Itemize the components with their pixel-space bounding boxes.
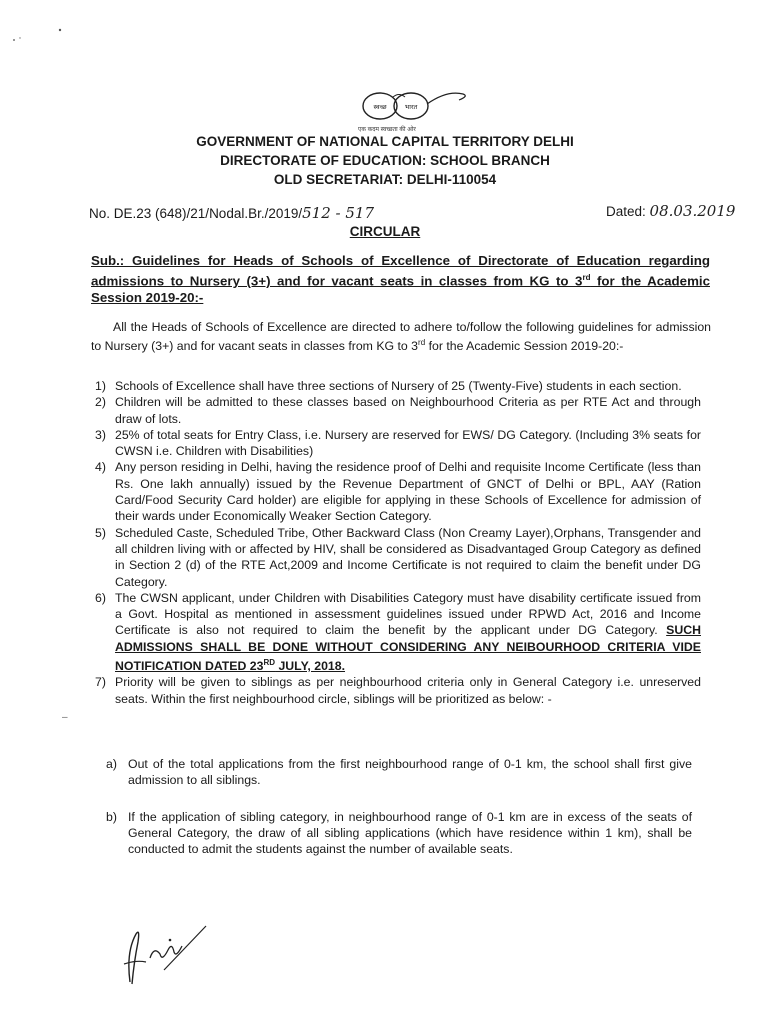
dated-label: Dated: [606, 204, 646, 219]
item-text-with-emphasis [115, 590, 701, 675]
list-item [95, 378, 701, 394]
item-number: 5) [95, 525, 106, 540]
guidelines-list [95, 378, 701, 707]
margin-mark: – [62, 712, 68, 723]
list-item [95, 459, 701, 524]
list-item [95, 394, 701, 427]
sub-item-letter: b) [106, 809, 117, 824]
scan-specks [0, 0, 90, 60]
intro-sup: rd [418, 338, 426, 347]
sub-list-item [106, 809, 692, 858]
reference-number-text: No. DE.23 (648)/21/Nodal.Br./2019/ [89, 206, 303, 221]
logo-caption: एक कदम स्वच्छता की ओर [358, 127, 416, 133]
sub-item-text: Out of the total applications from the first neighbourhood range of 0-1 km, the school shall first give admission to all siblings. [128, 757, 692, 788]
item-text: Children will be admitted to these classes based on Neighbourhood Criteria as per RTE Act and through draw of lots. [115, 395, 701, 426]
item-text: Priority will be given to siblings as per neighbourhood criteria only in General Category i.e. unreserved seats. Within the first neighbourhood circle, siblings will be prioritized as below: - [115, 675, 701, 706]
header-line-3: OLD SECRETARIAT: DELHI-110054 [273, 172, 497, 187]
item-text: 25% of total seats for Entry Class, i.e. Nursery are reserved for EWS/ DG Category. (Including 3% seats for CWSN i.e. Children with Disabilities) [115, 427, 701, 459]
list-item [95, 674, 701, 707]
logo-text-right: भारत [404, 103, 418, 111]
item-number: 2) [95, 395, 106, 410]
item-text: Schools of Excellence shall have three sections of Nursery of 25 (Twenty-Five) students in each section. [115, 379, 682, 393]
item-number: 7) [95, 675, 106, 690]
handwritten-date: 08.03.2019 [649, 202, 736, 220]
header-line-1: GOVERNMENT OF NATIONAL CAPITAL TERRITORY DELHI [196, 134, 574, 149]
header-line-2: DIRECTORATE OF EDUCATION: SCHOOL BRANCH [220, 153, 550, 168]
sub-item-letter: a) [106, 757, 117, 771]
intro-paragraph [91, 319, 711, 354]
item-number: 6) [95, 590, 106, 605]
date-line [606, 202, 735, 220]
subject-text-end: for the Academic Session 2019-20:- [91, 273, 710, 306]
emphasis-main: SUCH ADMISSIONS SHALL BE DONE WITHOUT CONSIDERING ANY NEIBOURHOOD CRITERIA VIDE NOTIFICATION DATED 23 [115, 623, 701, 674]
emphasis-sup: RD [263, 658, 276, 668]
reference-number [89, 204, 374, 222]
sub-list-item [106, 756, 692, 789]
list-item [95, 525, 701, 590]
item-number: 4) [95, 460, 106, 475]
handwritten-signature [112, 912, 212, 992]
item-number: 3) [95, 427, 106, 442]
list-item [95, 427, 701, 460]
logo-text-left: स्वच्छ [373, 103, 387, 111]
intro-text-end: for the Academic Session 2019-20:- [425, 339, 624, 354]
subject-sup: rd [582, 273, 591, 282]
item-text: Any person residing in Delhi, having the residence proof of Delhi and requisite Income Certificate (less than Rs. One lakh annually) issued by the Revenue Department of GNCT of Delhi or BPL, AAY (Ration Card/Food Security Card holder) are eligible for applying in these Schools of Excellence for admission of their wards under Economically Weaker Section Category. [115, 460, 701, 524]
emphasis-end: JULY, 2018. [275, 659, 346, 674]
handwritten-reference: 512 - 517 [302, 204, 375, 222]
sub-item-text: If the application of sibling category, in neighbourhood range of 0-1 km are in excess of the seats of General Category, the draw of all sibling applications (which have residence within 1 km), shall be conducted to admit the students against the number of available seats. [128, 809, 692, 857]
sibling-sub-list [106, 756, 692, 877]
government-header [0, 132, 770, 189]
intro-text: All the Heads of Schools of Excellence are directed to adhere to/follow the following guidelines for admission to Nursery (3+) and for vacant seats in classes from KG to 3 [91, 320, 711, 354]
list-item [95, 590, 701, 675]
subject-line [91, 252, 710, 306]
item-text: The CWSN applicant, under Children with Disabilities Category must have disability certificate issued from a Govt. Hospital as mentioned in assessment guidelines issued under RPWD Act, 2016 and Income Certificate is also not required to claim the benefit by the applicant under DG Category. [115, 590, 701, 638]
item-text: Scheduled Caste, Scheduled Tribe, Other Backward Class (Non Creamy Layer),Orphans, Transgender and all children living with or affected by HIV, shall be considered as Disadvantaged Group Category as defined in Section 2 (d) of the RTE Act,2009 and Income Certificate is not required to claim the benefit under DG Category. [115, 525, 701, 589]
subject-text: Sub.: Guidelines for Heads of Schools of Excellence of Directorate of Education regarding admissions to Nursery (3+) and for vacant seats in classes from KG to 3 [91, 253, 710, 289]
circular-title: CIRCULAR [349, 224, 421, 239]
item-number: 1) [95, 379, 106, 393]
